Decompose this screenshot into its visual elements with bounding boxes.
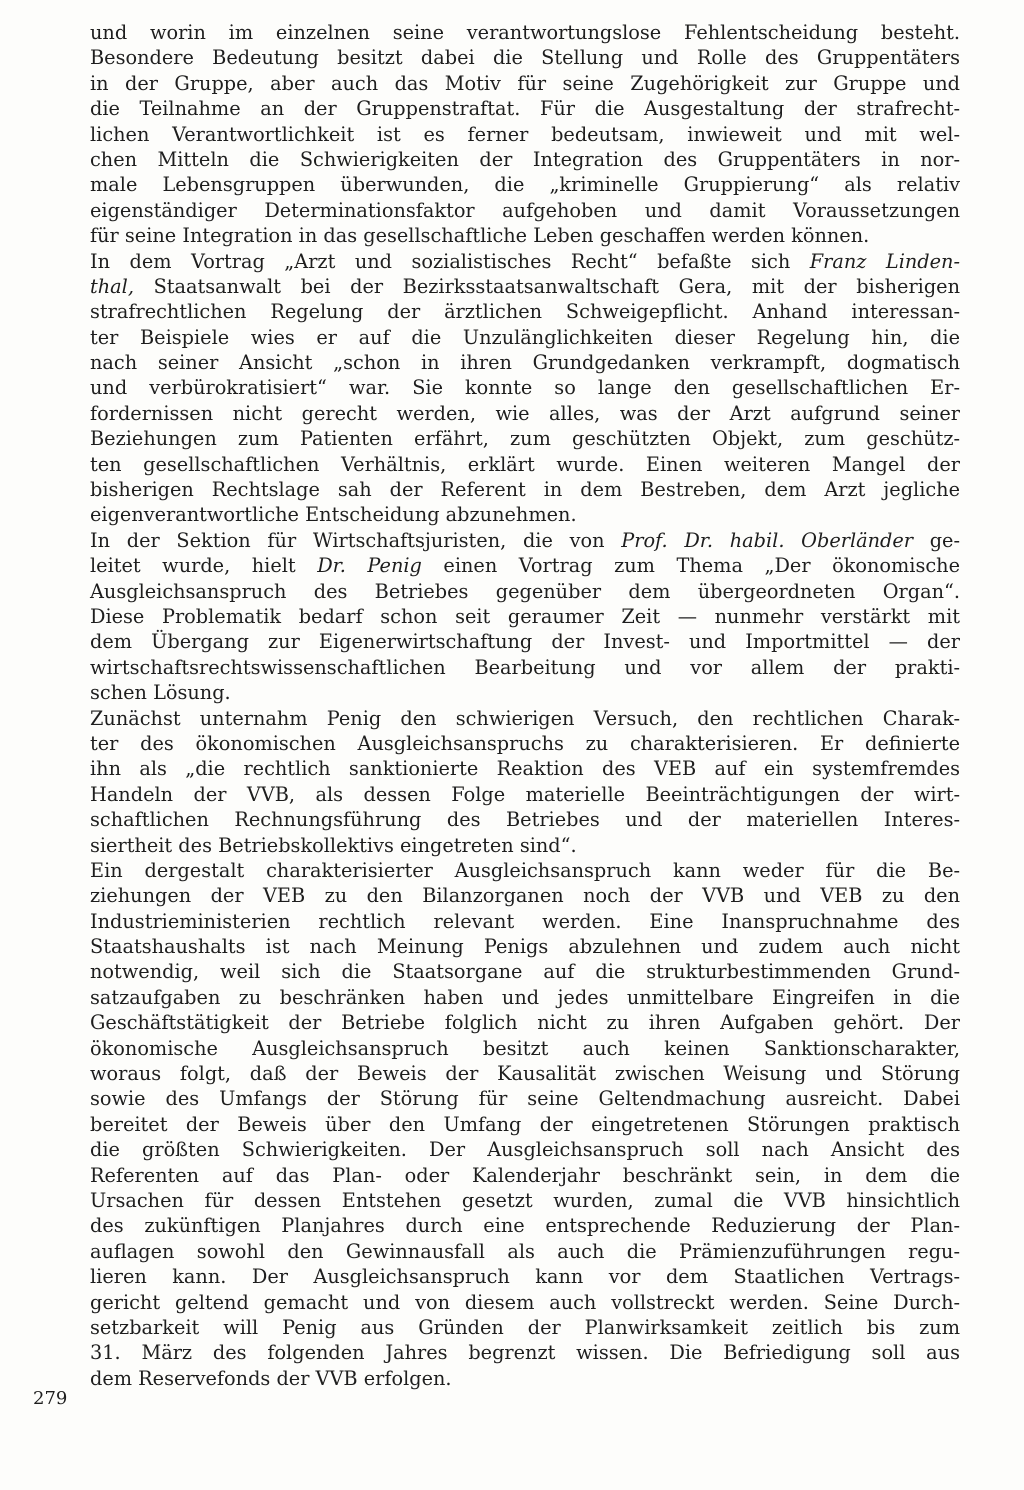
text-line xyxy=(90,223,960,248)
text-line xyxy=(90,1086,960,1111)
text-line xyxy=(90,756,960,781)
text-line xyxy=(90,883,960,908)
line-text: eigenständiger Determinationsfaktor aufgehoben und damit Voraussetzungen xyxy=(90,198,960,222)
text-line xyxy=(90,299,960,324)
text-line xyxy=(90,655,960,680)
line-text: siertheit des Betriebskollektivs eingetreten sind“. xyxy=(90,833,577,857)
line-text: und verbürokratisiert“ war. Sie konnte so lange den gesellschaftlichen Er- xyxy=(90,376,960,400)
line-text-after: ge- xyxy=(913,528,960,552)
line-text: chen Mitteln die Schwierigkeiten der Integration des Gruppentäters in nor- xyxy=(90,147,960,171)
line-text: In der Sektion für Wirtschaftsjuristen, die von xyxy=(90,528,605,552)
text-line xyxy=(90,782,960,807)
text-line xyxy=(90,629,960,654)
text-line xyxy=(90,1112,960,1137)
line-italic-name: Franz Linden- xyxy=(809,249,960,273)
line-text: Beziehungen zum Patienten erfährt, zum geschützten Objekt, zum geschütz- xyxy=(90,427,960,451)
line-text: lichen Verantwortlichkeit ist es ferner bedeutsam, inwieweit und mit wel- xyxy=(90,122,960,146)
line-text: die Teilnahme an der Gruppenstraftat. Für die Ausgestaltung der strafrecht- xyxy=(90,97,960,121)
text-line xyxy=(90,706,960,731)
line-text: ter Beispiele wies er auf die Unzulänglichkeiten dieser Regelung hin, die xyxy=(90,325,960,349)
line-text: eigenverantwortliche Entscheidung abzunehmen. xyxy=(90,503,577,527)
text-line xyxy=(90,731,960,756)
text-line xyxy=(90,45,960,70)
line-text: ter des ökonomischen Ausgleichsanspruchs zu charakterisieren. Er definierte xyxy=(90,731,960,755)
line-text: nach seiner Ansicht „schon in ihren Grundgedanken verkrampft, dogmatisch xyxy=(90,351,960,375)
line-text: Diese Problematik bedarf schon seit geraumer Zeit — nunmehr verstärkt mit xyxy=(90,604,960,628)
text-line xyxy=(90,1340,960,1365)
line-text: 31. März des folgenden Jahres begrenzt wissen. Die Befriedigung soll aus xyxy=(90,1341,960,1365)
line-text: satzaufgaben zu beschränken haben und jedes unmittelbare Eingreifen in die xyxy=(90,985,960,1009)
line-text: sowie des Umfangs der Störung für seine Geltendmachung ausreicht. Dabei xyxy=(90,1087,960,1111)
text-line xyxy=(90,909,960,934)
text-line xyxy=(90,680,960,705)
line-text: fordernissen nicht gerecht werden, wie alles, was der Arzt aufgrund seiner xyxy=(90,401,960,425)
line-text: des zukünftigen Planjahres durch eine entsprechende Reduzierung der Plan- xyxy=(90,1214,960,1238)
text-line xyxy=(90,579,960,604)
line-text: lieren kann. Der Ausgleichsanspruch kann vor dem Staatlichen Vertrags- xyxy=(90,1265,960,1289)
text-line xyxy=(90,1188,960,1213)
text-line xyxy=(90,122,960,147)
line-text: notwendig, weil sich die Staatsorgane auf die strukturbestimmenden Grund- xyxy=(90,960,960,984)
text-line xyxy=(90,375,960,400)
text-line xyxy=(90,985,960,1010)
line-text: dem Übergang zur Eigenerwirtschaftung der Invest- und Importmittel — der xyxy=(90,630,960,654)
line-italic-name: Dr. Penig xyxy=(317,554,422,578)
line-text-after: Staatsanwalt bei der Bezirksstaatsanwaltschaft Gera, mit der bisherigen xyxy=(133,274,960,298)
line-text: ökonomische Ausgleichsanspruch besitzt auch keinen Sanktionscharakter, xyxy=(90,1036,960,1060)
text-line xyxy=(90,604,960,629)
text-line xyxy=(90,959,960,984)
line-italic-name: thal, xyxy=(90,274,134,298)
line-text: die größten Schwierigkeiten. Der Ausgleichsanspruch soll nach Ansicht des xyxy=(90,1138,960,1162)
text-line xyxy=(90,1264,960,1289)
text-line xyxy=(90,1010,960,1035)
text-line xyxy=(90,1366,960,1391)
line-text: Zunächst unternahm Penig den schwierigen Versuch, den rechtlichen Charak- xyxy=(90,706,960,730)
line-text: schen Lösung. xyxy=(90,681,231,705)
text-line xyxy=(90,71,960,96)
text-line xyxy=(90,553,960,578)
line-text: in der Gruppe, aber auch das Motiv für seine Zugehörigkeit zur Gruppe und xyxy=(90,71,960,95)
line-text: ziehungen der VEB zu den Bilanzorganen noch der VVB und VEB zu den xyxy=(90,884,960,908)
line-text: bereitet der Beweis über den Umfang der eingetretenen Störungen praktisch xyxy=(90,1112,960,1136)
text-line xyxy=(90,401,960,426)
text-line xyxy=(90,1213,960,1238)
text-line xyxy=(90,833,960,858)
text-line xyxy=(90,274,960,299)
line-text: wirtschaftsrechtswissenschaftlichen Bearbeitung und vor allem der prakti- xyxy=(90,655,960,679)
line-text: ihn als „die rechtlich sanktionierte Reaktion des VEB auf ein systemfremdes xyxy=(90,757,960,781)
line-text: setzbarkeit will Penig aus Gründen der Planwirksamkeit zeitlich bis zum xyxy=(90,1315,960,1339)
text-line xyxy=(90,528,960,553)
text-line xyxy=(90,147,960,172)
text-line xyxy=(90,96,960,121)
line-text: strafrechtlichen Regelung der ärztlichen Schweigepflicht. Anhand interessan- xyxy=(90,300,960,324)
line-text: Ursachen für dessen Entstehen gesetzt wurden, zumal die VVB hinsichtlich xyxy=(90,1188,960,1212)
body-text xyxy=(90,20,960,1391)
line-text: bisherigen Rechtslage sah der Referent in dem Bestreben, dem Arzt jegliche xyxy=(90,478,960,502)
text-line xyxy=(90,426,960,451)
text-line xyxy=(90,452,960,477)
line-text: male Lebensgruppen überwunden, die „kriminelle Gruppierung“ als relativ xyxy=(90,173,960,197)
line-text: Ein dergestalt charakterisierter Ausgleichsanspruch kann weder für die Be- xyxy=(90,858,960,882)
line-text: Ausgleichsanspruch des Betriebes gegenüber dem übergeordneten Organ“. xyxy=(90,579,960,603)
line-text: für seine Integration in das gesellschaftliche Leben geschaffen werden können. xyxy=(90,224,870,248)
line-text: gericht geltend gemacht und von diesem auch vollstreckt werden. Seine Durch- xyxy=(90,1290,960,1314)
line-text: schaftlichen Rechnungsführung des Betriebes und der materiellen Interes- xyxy=(90,808,960,832)
text-line xyxy=(90,350,960,375)
text-line xyxy=(90,858,960,883)
text-line xyxy=(90,198,960,223)
text-line xyxy=(90,934,960,959)
line-text: leitet wurde, hielt xyxy=(90,554,296,578)
text-line xyxy=(90,1036,960,1061)
text-line xyxy=(90,1239,960,1264)
line-text: dem Reservefonds der VVB erfolgen. xyxy=(90,1366,452,1390)
text-line xyxy=(90,249,960,274)
page-number: 279 xyxy=(33,1388,68,1409)
line-text: Geschäftstätigkeit der Betriebe folglich nicht zu ihren Aufgaben gehört. Der xyxy=(90,1011,960,1035)
line-text: Staatshaushalts ist nach Meinung Penigs abzulehnen und zudem auch nicht xyxy=(90,935,960,959)
text-line xyxy=(90,807,960,832)
text-line xyxy=(90,1290,960,1315)
text-line xyxy=(90,502,960,527)
line-text: und worin im einzelnen seine verantwortungslose Fehlentscheidung besteht. xyxy=(90,21,960,44)
text-line xyxy=(90,172,960,197)
line-text: ten gesellschaftlichen Verhältnis, erklärt wurde. Einen weiteren Mangel der xyxy=(90,452,960,476)
text-line xyxy=(90,1061,960,1086)
line-italic-name: Prof. Dr. habil. Oberländer xyxy=(621,528,913,552)
line-text: Besondere Bedeutung besitzt dabei die Stellung und Rolle des Gruppentäters xyxy=(90,46,960,70)
text-line xyxy=(90,477,960,502)
text-line xyxy=(90,1315,960,1340)
line-text: Referenten auf das Plan- oder Kalenderjahr beschränkt sein, in dem die xyxy=(90,1163,960,1187)
line-text: auflagen sowohl den Gewinnausfall als auch die Prämienzuführungen regu- xyxy=(90,1239,960,1263)
text-line xyxy=(90,1137,960,1162)
line-text: In dem Vortrag „Arzt und sozialistisches Recht“ befaßte sich xyxy=(90,249,791,273)
text-line xyxy=(90,1163,960,1188)
line-text: Handeln der VVB, als dessen Folge materielle Beeinträchtigungen der wirt- xyxy=(90,782,960,806)
text-line xyxy=(90,325,960,350)
line-text-after: einen Vortrag zum Thema „Der ökonomische xyxy=(421,554,960,578)
line-text: Industrieministerien rechtlich relevant werden. Eine Inanspruchnahme des xyxy=(90,909,960,933)
text-line xyxy=(90,20,960,45)
line-text: woraus folgt, daß der Beweis der Kausalität zwischen Weisung und Störung xyxy=(90,1062,960,1086)
